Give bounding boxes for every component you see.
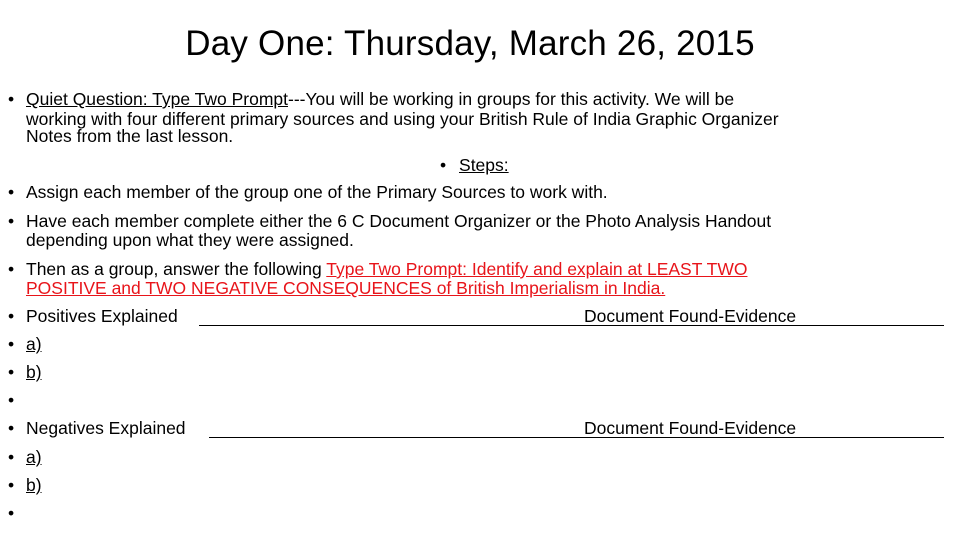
bullet-icon: • <box>8 475 15 495</box>
step-2-text: Have each member complete either the 6 C Document Organizer or the Photo Analysis Handout <box>26 211 772 231</box>
type-two-prompt-line1: Type Two Prompt: Identify and explain at LEAST TWO <box>326 259 748 279</box>
type-two-prompt-line2: POSITIVE and TWO NEGATIVE CONSEQUENCES of British Imperialism in India. <box>26 278 666 298</box>
bullet-icon: • <box>8 418 15 438</box>
steps-label: Steps: <box>459 155 509 175</box>
negatives-evidence-label: Document Found-Evidence <box>584 418 797 438</box>
bullet-icon: • <box>8 259 15 279</box>
positives-label: Positives Explained <box>26 306 178 326</box>
positive-a-label: a) <box>26 334 42 354</box>
quiet-question-line3: Notes from the last lesson. <box>26 126 234 146</box>
negative-a-label: a) <box>26 447 42 467</box>
bullet-icon: • <box>8 390 15 410</box>
positives-answer-line <box>199 325 944 326</box>
negatives-label: Negatives Explained <box>26 418 186 438</box>
step-2-line2: depending upon what they were assigned. <box>26 230 354 250</box>
bullet-icon: • <box>8 182 15 202</box>
bullet-icon: • <box>8 447 15 467</box>
slide-title: Day One: Thursday, March 26, 2015 <box>185 24 755 63</box>
quiet-question-line2: working with four different primary sources and using your British Rule of India Graphic Organizer <box>26 109 779 129</box>
steps-heading <box>440 157 509 174</box>
quiet-question-text: ---You will be working in groups for this activity. We will be <box>288 89 735 109</box>
positives-evidence-label: Document Found-Evidence <box>584 306 797 326</box>
bullet-icon: • <box>8 362 15 382</box>
quiet-question-label: Quiet Question: Type Two Prompt <box>26 89 288 109</box>
bullet-icon: • <box>440 155 447 175</box>
step-3-text: Then as a group, answer the following <box>26 259 327 279</box>
negatives-answer-line <box>209 437 944 438</box>
step-1-text: Assign each member of the group one of the Primary Sources to work with. <box>26 182 608 202</box>
positive-b-label: b) <box>26 362 42 382</box>
bullet-icon: • <box>8 334 15 354</box>
negative-b-label: b) <box>26 475 42 495</box>
bullet-icon: • <box>8 89 15 109</box>
bullet-icon: • <box>8 503 15 523</box>
bullet-icon: • <box>8 211 15 231</box>
bullet-icon: • <box>8 306 15 326</box>
